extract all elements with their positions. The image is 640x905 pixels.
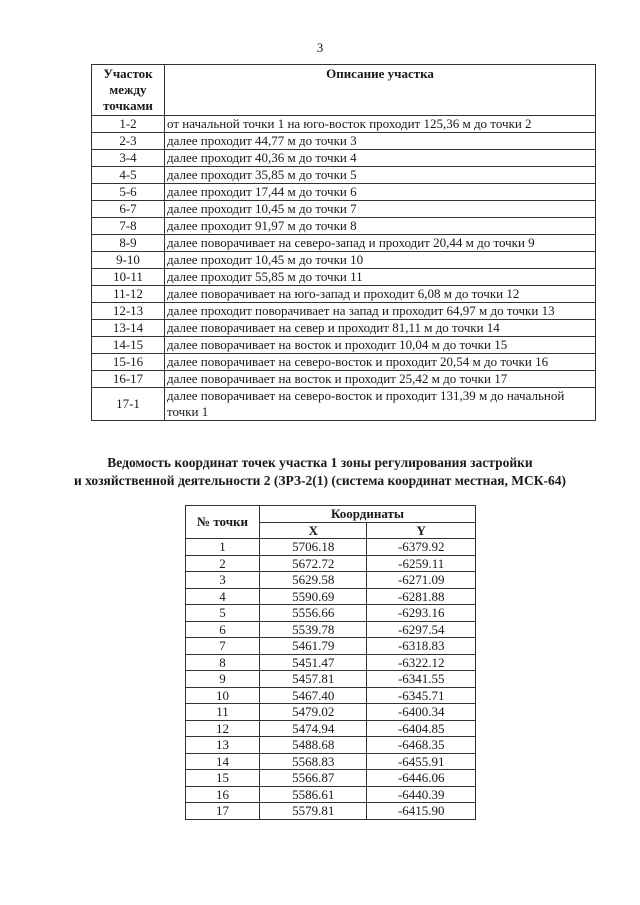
segment-row bbox=[92, 303, 596, 320]
x-coordinate-cell: 5467.40 bbox=[260, 687, 367, 704]
coordinate-row bbox=[186, 704, 476, 721]
segment-id-cell: 4-5 bbox=[92, 167, 165, 184]
segments-header-row bbox=[92, 65, 596, 116]
y-coordinate-cell: -6440.39 bbox=[367, 786, 476, 803]
segment-id-cell: 6-7 bbox=[92, 201, 165, 218]
coordinate-row bbox=[186, 555, 476, 572]
y-coordinate-cell: -6271.09 bbox=[367, 572, 476, 589]
x-coordinate-cell: 5672.72 bbox=[260, 555, 367, 572]
point-number-cell: 13 bbox=[186, 737, 260, 754]
x-coordinate-cell: 5479.02 bbox=[260, 704, 367, 721]
coordinate-row bbox=[186, 753, 476, 770]
x-coordinate-cell: 5474.94 bbox=[260, 720, 367, 737]
segment-id-cell: 17-1 bbox=[92, 388, 165, 421]
coordinate-row bbox=[186, 687, 476, 704]
coordinate-row bbox=[186, 770, 476, 787]
point-number-cell: 4 bbox=[186, 588, 260, 605]
x-coordinate-cell: 5488.68 bbox=[260, 737, 367, 754]
x-coordinate-cell: 5629.58 bbox=[260, 572, 367, 589]
x-coordinate-cell: 5579.81 bbox=[260, 803, 367, 820]
y-coordinate-cell: -6322.12 bbox=[367, 654, 476, 671]
y-coordinate-cell: -6404.85 bbox=[367, 720, 476, 737]
segment-id-cell: 5-6 bbox=[92, 184, 165, 201]
segments-table bbox=[91, 64, 596, 421]
point-number-cell: 14 bbox=[186, 753, 260, 770]
y-column-header: Y bbox=[367, 522, 476, 539]
segment-description-cell: далее проходит 35,85 м до точки 5 bbox=[165, 167, 596, 184]
segment-description-cell: далее проходит 10,45 м до точки 7 bbox=[165, 201, 596, 218]
y-coordinate-cell: -6468.35 bbox=[367, 737, 476, 754]
segment-row bbox=[92, 252, 596, 269]
y-coordinate-cell: -6345.71 bbox=[367, 687, 476, 704]
x-coordinate-cell: 5568.83 bbox=[260, 753, 367, 770]
segment-description-cell: далее поворачивает на восток и проходит 10,04 м до точки 15 bbox=[165, 337, 596, 354]
point-number-cell: 8 bbox=[186, 654, 260, 671]
segment-row bbox=[92, 116, 596, 133]
x-coordinate-cell: 5457.81 bbox=[260, 671, 367, 688]
segment-description-cell: далее проходит 17,44 м до точки 6 bbox=[165, 184, 596, 201]
y-coordinate-cell: -6415.90 bbox=[367, 803, 476, 820]
section-title-line-2: и хозяйственной деятельности 2 (ЗРЗ-2(1) (система координат местная, МСК-64) bbox=[73, 473, 567, 488]
y-coordinate-cell: -6259.11 bbox=[367, 555, 476, 572]
segment-row bbox=[92, 218, 596, 235]
point-number-cell: 11 bbox=[186, 704, 260, 721]
section-title bbox=[0, 454, 640, 490]
point-number-cell: 1 bbox=[186, 539, 260, 556]
segment-id-cell: 8-9 bbox=[92, 235, 165, 252]
segment-row bbox=[92, 354, 596, 371]
coordinates-group-header: Координаты bbox=[260, 506, 476, 523]
point-number-cell: 2 bbox=[186, 555, 260, 572]
segment-row bbox=[92, 269, 596, 286]
point-number-cell: 15 bbox=[186, 770, 260, 787]
coordinate-row bbox=[186, 720, 476, 737]
segment-description-cell: от начальной точки 1 на юго-восток проходит 125,36 м до точки 2 bbox=[165, 116, 596, 133]
y-coordinate-cell: -6281.88 bbox=[367, 588, 476, 605]
y-coordinate-cell: -6400.34 bbox=[367, 704, 476, 721]
segment-id-cell: 15-16 bbox=[92, 354, 165, 371]
description-column-header: Описание участка bbox=[165, 65, 596, 116]
x-coordinate-cell: 5451.47 bbox=[260, 654, 367, 671]
segment-id-cell: 11-12 bbox=[92, 286, 165, 303]
section-title-line-1: Ведомость координат точек участка 1 зоны регулирования застройки bbox=[107, 455, 533, 470]
point-number-cell: 12 bbox=[186, 720, 260, 737]
segment-id-cell: 9-10 bbox=[92, 252, 165, 269]
segment-id-cell: 10-11 bbox=[92, 269, 165, 286]
y-coordinate-cell: -6379.92 bbox=[367, 539, 476, 556]
segments-table-body bbox=[92, 116, 596, 421]
x-coordinate-cell: 5539.78 bbox=[260, 621, 367, 638]
x-coordinate-cell: 5461.79 bbox=[260, 638, 367, 655]
segment-id-cell: 2-3 bbox=[92, 133, 165, 150]
segment-row bbox=[92, 201, 596, 218]
segment-row bbox=[92, 320, 596, 337]
y-coordinate-cell: -6446.06 bbox=[367, 770, 476, 787]
segment-id-cell: 7-8 bbox=[92, 218, 165, 235]
coordinate-row bbox=[186, 671, 476, 688]
coordinate-row bbox=[186, 605, 476, 622]
segment-id-cell: 3-4 bbox=[92, 150, 165, 167]
segment-row bbox=[92, 184, 596, 201]
x-column-header: X bbox=[260, 522, 367, 539]
point-number-cell: 9 bbox=[186, 671, 260, 688]
point-number-cell: 16 bbox=[186, 786, 260, 803]
coordinates-header-row bbox=[186, 506, 476, 523]
x-coordinate-cell: 5556.66 bbox=[260, 605, 367, 622]
segment-row bbox=[92, 235, 596, 252]
x-coordinate-cell: 5586.61 bbox=[260, 786, 367, 803]
segment-description-cell: далее поворачивает на северо-восток и проходит 20,54 м до точки 16 bbox=[165, 354, 596, 371]
coordinate-row bbox=[186, 621, 476, 638]
coordinates-table bbox=[185, 505, 476, 820]
segment-id-cell: 16-17 bbox=[92, 371, 165, 388]
segment-row bbox=[92, 337, 596, 354]
y-coordinate-cell: -6341.55 bbox=[367, 671, 476, 688]
coordinate-row bbox=[186, 803, 476, 820]
coordinate-row bbox=[186, 786, 476, 803]
y-coordinate-cell: -6318.83 bbox=[367, 638, 476, 655]
segment-description-cell: далее поворачивает на восток и проходит 25,42 м до точки 17 bbox=[165, 371, 596, 388]
segment-description-cell: далее проходит 10,45 м до точки 10 bbox=[165, 252, 596, 269]
coordinate-row bbox=[186, 539, 476, 556]
segment-description-cell: далее проходит 91,97 м до точки 8 bbox=[165, 218, 596, 235]
segment-row bbox=[92, 286, 596, 303]
segment-id-cell: 1-2 bbox=[92, 116, 165, 133]
coordinates-table-body bbox=[186, 539, 476, 820]
segment-column-header: Участок между точками bbox=[92, 65, 165, 116]
segment-id-cell: 12-13 bbox=[92, 303, 165, 320]
point-number-cell: 5 bbox=[186, 605, 260, 622]
coordinate-row bbox=[186, 654, 476, 671]
segment-description-cell: далее проходит 44,77 м до точки 3 bbox=[165, 133, 596, 150]
point-number-cell: 3 bbox=[186, 572, 260, 589]
x-coordinate-cell: 5566.87 bbox=[260, 770, 367, 787]
segment-row bbox=[92, 150, 596, 167]
point-number-cell: 7 bbox=[186, 638, 260, 655]
point-number-cell: 10 bbox=[186, 687, 260, 704]
coordinate-row bbox=[186, 737, 476, 754]
y-coordinate-cell: -6297.54 bbox=[367, 621, 476, 638]
x-coordinate-cell: 5706.18 bbox=[260, 539, 367, 556]
point-number-cell: 6 bbox=[186, 621, 260, 638]
segment-row bbox=[92, 133, 596, 150]
segment-description-cell: далее проходит 40,36 м до точки 4 bbox=[165, 150, 596, 167]
coordinate-row bbox=[186, 638, 476, 655]
segment-row bbox=[92, 388, 596, 421]
segment-row bbox=[92, 371, 596, 388]
segment-description-cell: далее проходит поворачивает на запад и проходит 64,97 м до точки 13 bbox=[165, 303, 596, 320]
point-number-cell: 17 bbox=[186, 803, 260, 820]
y-coordinate-cell: -6455.91 bbox=[367, 753, 476, 770]
segment-id-cell: 13-14 bbox=[92, 320, 165, 337]
y-coordinate-cell: -6293.16 bbox=[367, 605, 476, 622]
page-number: 3 bbox=[316, 40, 324, 55]
coordinate-row bbox=[186, 588, 476, 605]
x-coordinate-cell: 5590.69 bbox=[260, 588, 367, 605]
segment-description-cell: далее поворачивает на юго-запад и проходит 6,08 м до точки 12 bbox=[165, 286, 596, 303]
segment-description-cell: далее поворачивает на север и проходит 81,11 м до точки 14 bbox=[165, 320, 596, 337]
segment-description-cell: далее проходит 55,85 м до точки 11 bbox=[165, 269, 596, 286]
point-number-column-header: № точки bbox=[186, 506, 260, 539]
segment-row bbox=[92, 167, 596, 184]
coordinate-row bbox=[186, 572, 476, 589]
segment-description-cell: далее поворачивает на северо-восток и проходит 131,39 м до начальной точки 1 bbox=[165, 388, 596, 421]
segment-id-cell: 14-15 bbox=[92, 337, 165, 354]
segment-description-cell: далее поворачивает на северо-запад и проходит 20,44 м до точки 9 bbox=[165, 235, 596, 252]
